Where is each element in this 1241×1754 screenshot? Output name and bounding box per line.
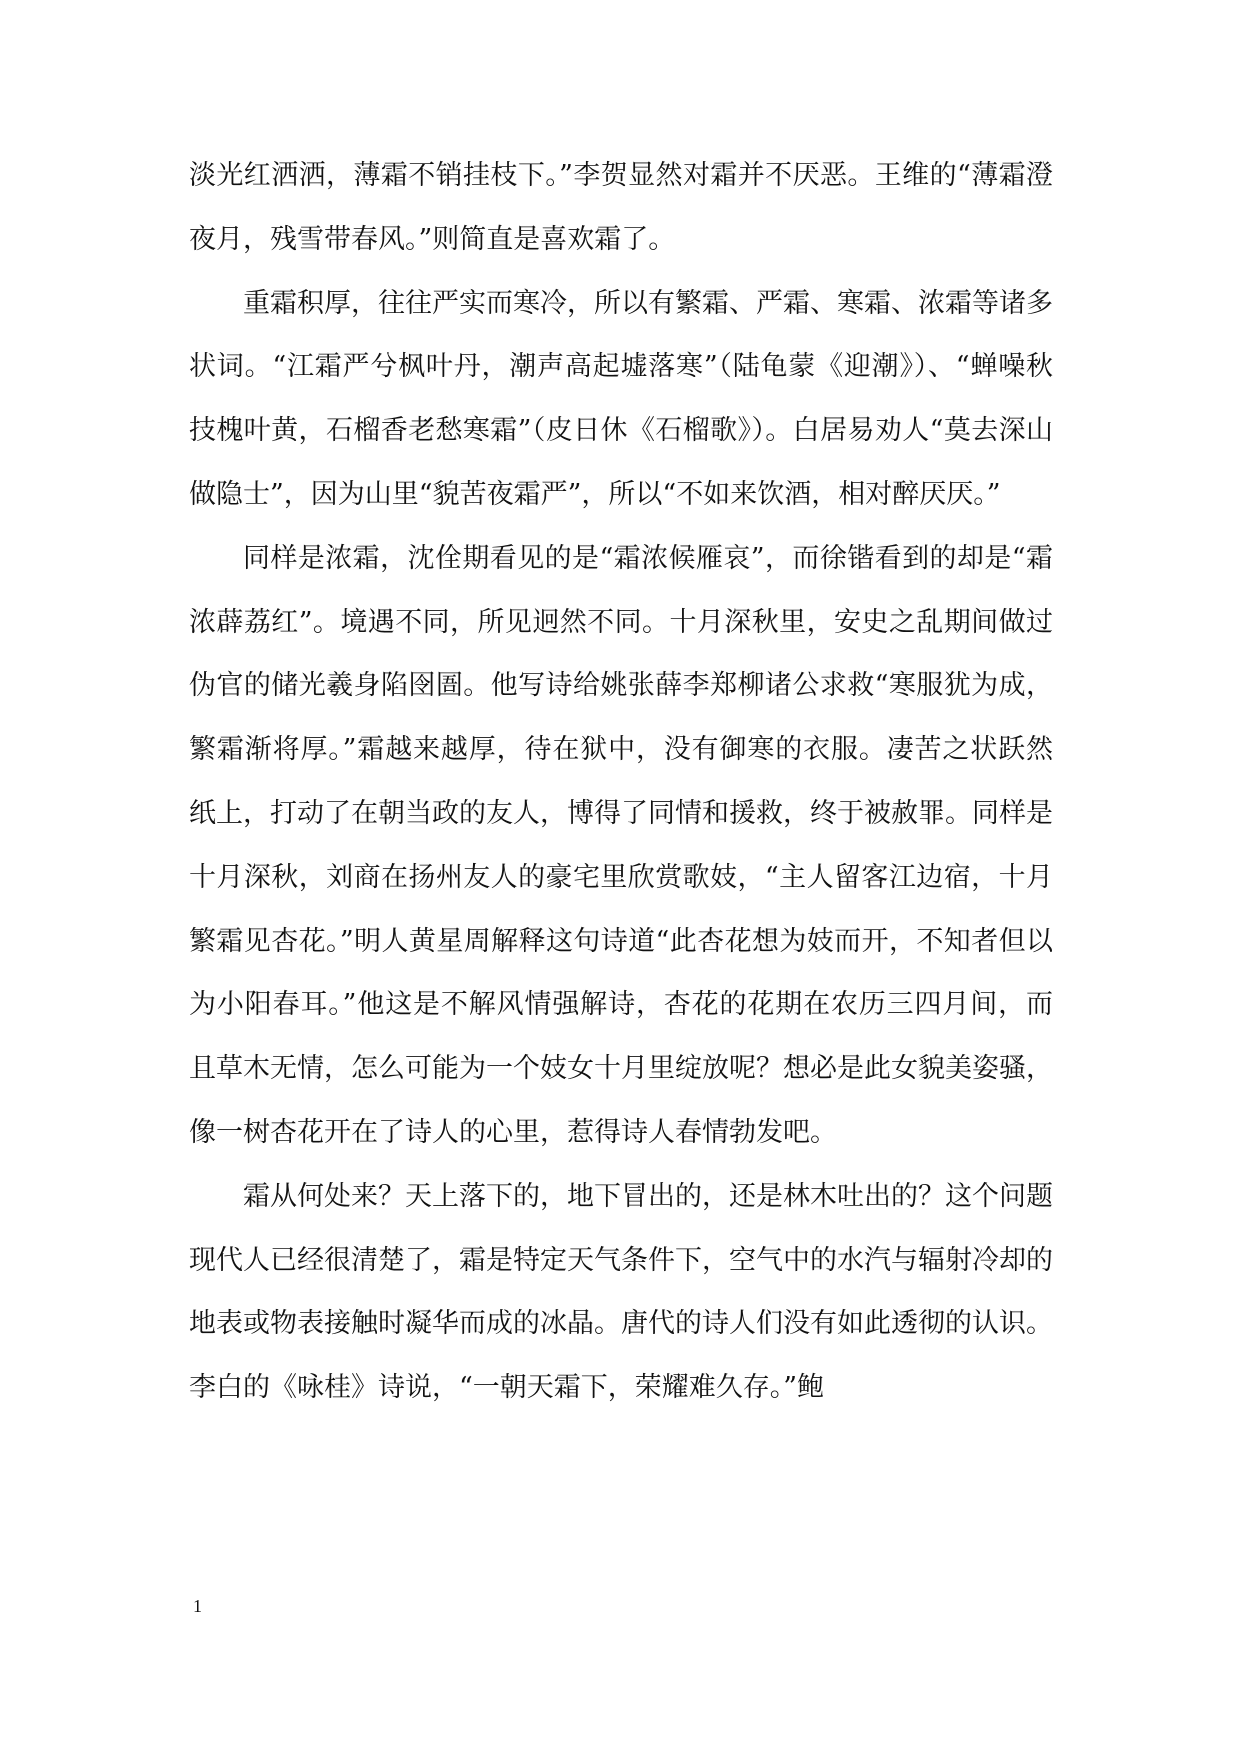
paragraph-4: 霜从何处来？天上落下的，地下冒出的，还是林木吐出的？这个问题现代人已经很清楚了，霜是特定天气条件下，空气中的水汽与辐射冷却的地表或物表接触时凝华而成的冰晶。唐代的诗人们没有如此透彻的认识。李白的《咏桂》诗说，“一朝天霜下，荣耀难久存。”鲍 bbox=[189, 1180, 1053, 1404]
paragraph-3: 同样是浓霜，沈佺期看见的是“霜浓候雁哀”，而徐锴看到的却是“霜浓薜荔红”。境遇不同，所见迥然不同。十月深秋里，安史之乱期间做过伪官的储光羲身陷囹圄。他写诗给姚张薛李郑柳诸公求救“寒服犹为成，繁霜渐将厚。”霜越来越厚，待在狱中，没有御寒的衣服。凄苦之状跃然纸上，打动了在朝当政的友人，博得了同情和援救，终于被赦罪。同样是十月深秋，刘商在扬州友人的豪宅里欣赏歌妓，“主人留客江边宿，十月繁霜见杏花。”明人黄星周解释这句诗道“此杏花想为妓而开，不知者但以为小阳春耳。”他这是不解风情强解诗，杏花的花期在农历三四月间，而且草木无情，怎么可能为一个妓女十月里绽放呢？想必是此女貌美姿骚，像一树杏花开在了诗人的心里，惹得诗人春情勃发吧。 bbox=[189, 542, 1053, 1148]
paragraph-1: 淡光红洒洒，薄霜不销挂枝下。”李贺显然对霜并不厌恶。王维的“薄霜澄夜月，残雪带春风。”则简直是喜欢霜了。 bbox=[189, 160, 1053, 255]
body-text bbox=[189, 144, 1053, 1420]
page-number: 1 bbox=[193, 1596, 202, 1616]
paragraph-2: 重霜积厚，往往严实而寒冷，所以有繁霜、严霜、寒霜、浓霜等诸多状词。“江霜严兮枫叶丹，潮声高起墟落寒”（陆龟蒙《迎潮》）、“蝉噪秋技槐叶黄，石榴香老愁寒霜”（皮日休《石榴歌》）。白居易劝人“莫去深山做隐士”，因为山里“貌苦夜霜严”，所以“不如来饮酒，相对醉厌厌。” bbox=[189, 287, 1053, 510]
